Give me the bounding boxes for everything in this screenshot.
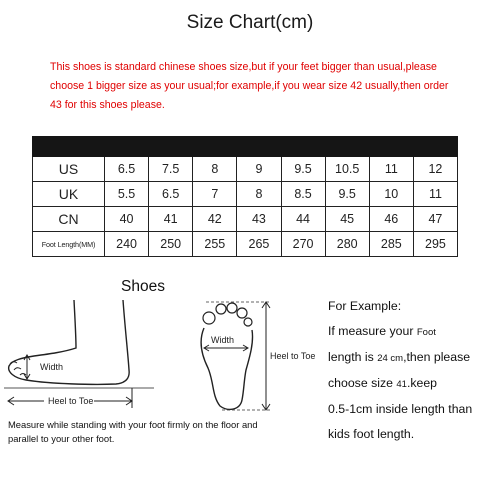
- table-cell: 42: [193, 207, 237, 232]
- table-cell: 8.5: [281, 182, 325, 207]
- measure-note-line: parallel to your other foot.: [8, 433, 115, 444]
- example-text: .keep: [406, 376, 438, 390]
- example-small-text: Foot: [416, 327, 436, 338]
- example-line: [328, 371, 500, 397]
- table-cell: 265: [237, 232, 281, 257]
- side-foot-illustration: [4, 298, 154, 416]
- table-cell: 6.5: [105, 157, 149, 182]
- notice-line: choose 1 bigger size as your usual;for example,if you wear size 42 usually,then order: [50, 80, 449, 92]
- example-line: [328, 319, 500, 345]
- table-cell: 41: [149, 207, 193, 232]
- heel-to-toe-label: Heel to Toe: [48, 396, 94, 406]
- table-cell: 295: [413, 232, 457, 257]
- table-cell: 7: [193, 182, 237, 207]
- notice-line: 43 for this shoes please.: [50, 99, 165, 111]
- table-row-foot-length: [33, 232, 458, 257]
- size-chart-table: [32, 136, 458, 257]
- example-block: [328, 294, 500, 447]
- table-row-cn: [33, 207, 458, 232]
- example-small-text: 41: [396, 379, 407, 390]
- row-label: CN: [33, 207, 105, 232]
- table-cell: 44: [281, 207, 325, 232]
- table-cell: 46: [369, 207, 413, 232]
- table-cell: 8: [237, 182, 281, 207]
- table-cell: 250: [149, 232, 193, 257]
- table-cell: 11: [369, 157, 413, 182]
- table-row-uk: [33, 182, 458, 207]
- row-label: UK: [33, 182, 105, 207]
- table-row-us: [33, 157, 458, 182]
- table-header-bar: [33, 137, 458, 157]
- row-label: Foot Length(MM): [33, 232, 105, 257]
- table-cell: 9.5: [281, 157, 325, 182]
- table-cell: 280: [325, 232, 369, 257]
- width-label: Width: [40, 362, 64, 372]
- table-cell: 12: [413, 157, 457, 182]
- table-cell: 270: [281, 232, 325, 257]
- heel-to-toe-label: Heel to Toe: [270, 351, 316, 361]
- table-cell: 7.5: [149, 157, 193, 182]
- table-cell: 11: [413, 182, 457, 207]
- notice-line: This shoes is standard chinese shoes size,but if your feet bigger than usual,please: [50, 61, 437, 73]
- row-label: US: [33, 157, 105, 182]
- measure-note-line: Measure while standing with your foot firmly on the floor and: [8, 419, 258, 430]
- table-cell: 6.5: [149, 182, 193, 207]
- size-notice: [50, 58, 470, 115]
- example-text: ,then please: [403, 350, 471, 364]
- example-text: choose size: [328, 376, 397, 390]
- table-cell: 255: [193, 232, 237, 257]
- page-title: Size Chart(cm): [186, 12, 314, 33]
- table-cell: 240: [105, 232, 149, 257]
- sole-foot-illustration: [186, 296, 326, 414]
- shoes-label: Shoes: [121, 278, 165, 295]
- example-text: length is: [328, 350, 378, 364]
- example-line: [328, 345, 500, 371]
- example-text: If measure your: [328, 324, 417, 338]
- table-cell: 9.5: [325, 182, 369, 207]
- example-small-text: 24 cm: [377, 353, 404, 364]
- table-cell: 47: [413, 207, 457, 232]
- table-cell: 40: [105, 207, 149, 232]
- table-cell: 10: [369, 182, 413, 207]
- table-cell: 285: [369, 232, 413, 257]
- measure-instructions: [8, 418, 298, 446]
- example-line: kids foot length.: [328, 427, 415, 441]
- table-cell: 43: [237, 207, 281, 232]
- width-label: Width: [211, 335, 235, 345]
- table-cell: 10.5: [325, 157, 369, 182]
- example-line: 0.5-1cm inside length than: [328, 402, 473, 416]
- example-heading: For Example:: [328, 299, 402, 313]
- table-cell: 9: [237, 157, 281, 182]
- table-cell: 5.5: [105, 182, 149, 207]
- table-cell: 8: [193, 157, 237, 182]
- table-cell: 45: [325, 207, 369, 232]
